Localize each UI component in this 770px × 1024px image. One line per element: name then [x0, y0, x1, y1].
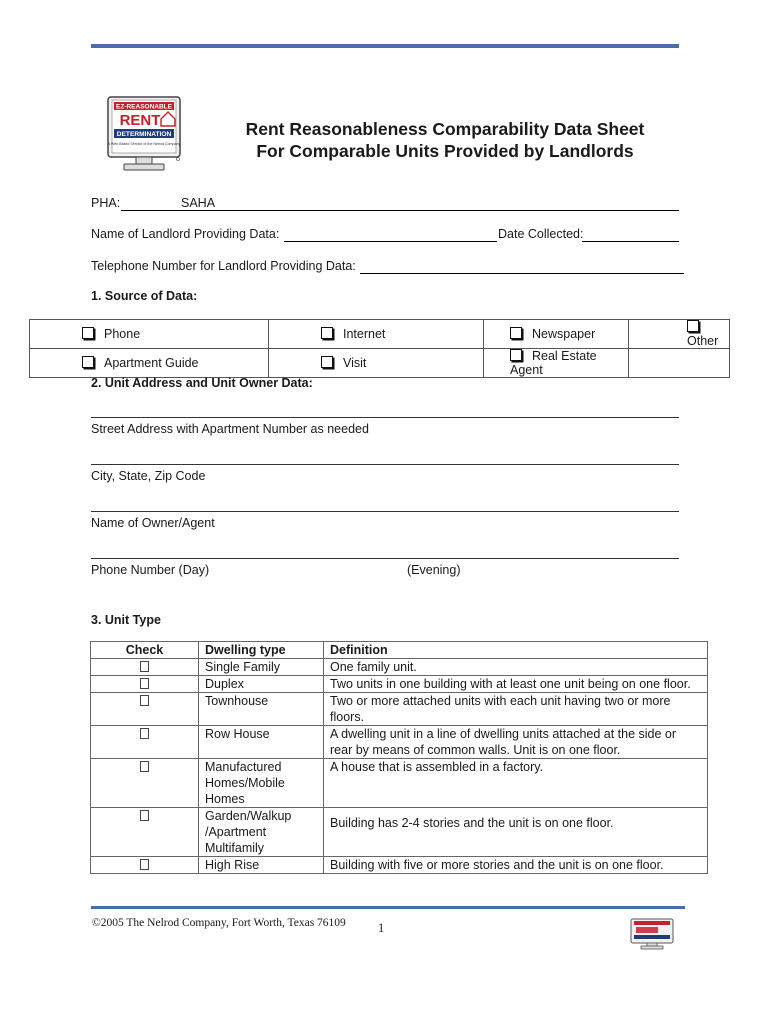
unit-type-table	[90, 641, 708, 874]
checkbox-icon[interactable]	[140, 810, 149, 821]
dwelling-definition: A dwelling unit in a line of dwelling units attached at the side or rear by means of common walls. Unit is on one floor.	[324, 726, 708, 759]
checkbox-icon[interactable]	[140, 728, 149, 739]
ez-reasonable-rent-logo	[106, 95, 184, 175]
svg-text:EZ-REASONABLE: EZ-REASONABLE	[116, 103, 172, 111]
checkbox-icon[interactable]	[82, 356, 94, 368]
date-collected-field[interactable]	[582, 227, 679, 242]
source-of-data-table	[29, 319, 730, 378]
dwelling-definition: A house that is assembled in a factory.	[324, 759, 708, 808]
owner-name-field[interactable]	[91, 511, 679, 512]
checkbox-icon[interactable]	[510, 349, 522, 361]
column-header-dwelling-type: Dwelling type	[199, 642, 324, 659]
table-row	[91, 857, 708, 874]
source-empty-cell	[629, 349, 730, 378]
dwelling-definition: Building with five or more stories and the unit is on one floor.	[324, 857, 708, 874]
section-source-heading: 1. Source of Data:	[91, 289, 198, 303]
checkbox-icon[interactable]	[321, 356, 333, 368]
checkbox-icon[interactable]	[140, 678, 149, 689]
dwelling-definition: One family unit.	[324, 659, 708, 676]
source-option-newspaper[interactable]: Newspaper	[484, 320, 629, 349]
checkbox-icon[interactable]	[510, 327, 522, 339]
owner-phone-field[interactable]	[91, 558, 679, 559]
dwelling-definition: Two units in one building with at least one unit being on one floor.	[324, 676, 708, 693]
checkbox-icon[interactable]	[140, 695, 149, 706]
table-row	[91, 726, 708, 759]
source-option-visit[interactable]: Visit	[269, 349, 484, 378]
phone-evening-label: (Evening)	[407, 563, 461, 577]
street-address-field[interactable]	[91, 417, 679, 418]
column-header-check: Check	[91, 642, 199, 659]
section-unit-type-heading: 3. Unit Type	[91, 613, 161, 627]
landlord-name-field[interactable]	[284, 227, 497, 242]
landlord-name-label: Name of Landlord Providing Data:	[91, 227, 280, 241]
landlord-phone-label: Telephone Number for Landlord Providing Data:	[91, 259, 356, 273]
footer-copyright: ©2005 The Nelrod Company, Fort Worth, Texas 76109	[92, 917, 346, 929]
street-address-label: Street Address with Apartment Number as needed	[91, 422, 369, 436]
dwelling-type: Garden/Walkup /Apartment Multifamily	[199, 808, 324, 857]
phone-day-label: Phone Number (Day)	[91, 563, 210, 577]
table-row	[91, 659, 708, 676]
landlord-phone-field[interactable]	[360, 259, 684, 274]
top-rule	[91, 44, 679, 48]
svg-text:A Web Based Service of the Nel: A Web Based Service of the Nelrod Company	[107, 142, 181, 146]
pha-label: PHA:	[91, 196, 121, 210]
owner-name-label: Name of Owner/Agent	[91, 516, 215, 530]
svg-text:DETERMINATION: DETERMINATION	[116, 131, 172, 138]
footer-logo	[630, 918, 674, 950]
checkbox-icon[interactable]	[140, 859, 149, 870]
dwelling-type: High Rise	[199, 857, 324, 874]
pha-value: SAHA	[181, 196, 216, 210]
city-state-zip-label: City, State, Zip Code	[91, 469, 206, 483]
checkbox-icon[interactable]	[82, 327, 94, 339]
table-row	[91, 759, 708, 808]
source-option-apartment-guide[interactable]: Apartment Guide	[30, 349, 269, 378]
city-state-zip-field[interactable]	[91, 464, 679, 465]
section-address-heading: 2. Unit Address and Unit Owner Data:	[91, 376, 313, 390]
dwelling-definition: Two or more attached units with each unit having two or more floors.	[324, 693, 708, 726]
checkbox-icon[interactable]	[321, 327, 333, 339]
source-option-phone[interactable]: Phone	[30, 320, 269, 349]
table-row	[91, 676, 708, 693]
source-option-internet[interactable]: Internet	[269, 320, 484, 349]
column-header-definition: Definition	[324, 642, 708, 659]
source-option-real-estate-agent[interactable]: Real Estate Agent	[484, 349, 629, 378]
checkbox-icon[interactable]	[687, 320, 699, 332]
table-row	[91, 808, 708, 857]
dwelling-type: Row House	[199, 726, 324, 759]
dwelling-type: Townhouse	[199, 693, 324, 726]
checkbox-icon[interactable]	[140, 761, 149, 772]
checkbox-icon[interactable]	[140, 661, 149, 672]
dwelling-type: Duplex	[199, 676, 324, 693]
dwelling-definition: Building has 2-4 stories and the unit is on one floor.	[324, 808, 708, 857]
dwelling-type: Manufactured Homes/Mobile Homes	[199, 759, 324, 808]
svg-text:RENT: RENT	[119, 112, 161, 129]
bottom-rule	[91, 906, 685, 909]
page-subtitle: For Comparable Units Provided by Landlords	[256, 141, 634, 161]
table-row	[91, 693, 708, 726]
page-title: Rent Reasonableness Comparability Data Sheet	[245, 119, 645, 139]
source-option-other[interactable]: Other	[629, 320, 730, 349]
dwelling-type: Single Family	[199, 659, 324, 676]
page-number: 1	[378, 921, 385, 935]
date-collected-label: Date Collected:	[498, 227, 584, 241]
